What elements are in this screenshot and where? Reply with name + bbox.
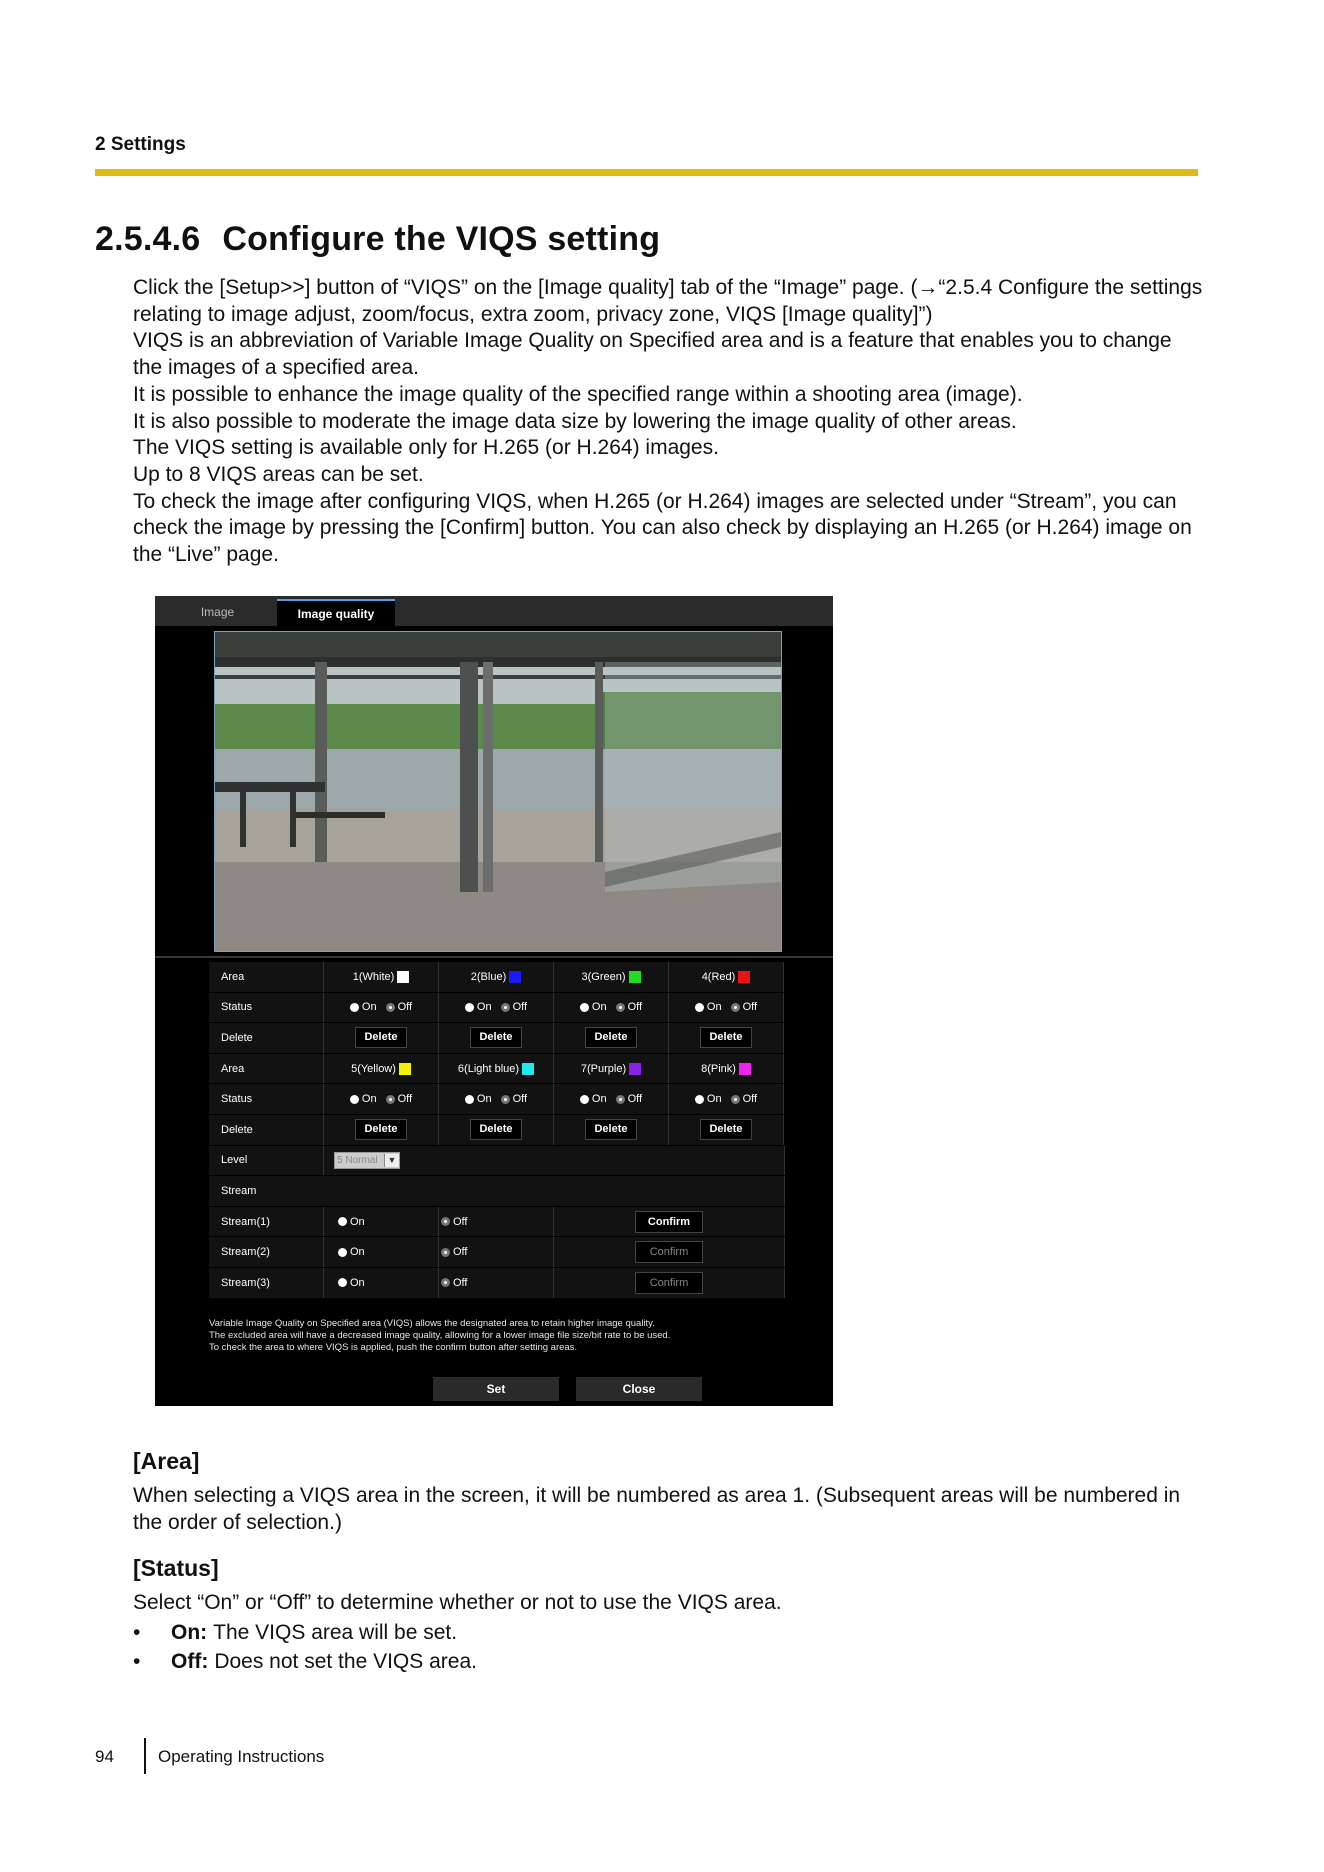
area-color-swatch [399,1063,411,1075]
radio-label: Off [742,1093,758,1106]
footer-divider [144,1738,146,1774]
status-cell [669,993,784,1023]
area-cell [324,1054,439,1084]
heading-title: Configure the VIQS setting [222,220,661,258]
status-text: Select “On” or “Off” to determine whether or not to use the VIQS area. [133,1591,782,1614]
row-label: Status [209,993,324,1023]
radio-label: On [350,1276,365,1289]
delete-area-button[interactable]: Delete [700,1027,752,1048]
confirm-button[interactable]: Confirm [635,1272,703,1294]
table-row [209,1146,785,1176]
radio-label: Off [512,1001,528,1014]
area-cell [554,1054,669,1084]
delete-cell [324,1023,439,1053]
area-color-swatch [738,971,750,983]
list-item [133,1618,477,1647]
status-cell [554,993,669,1023]
radio-label: Off [742,1001,758,1014]
area-name: 4(Red) [701,970,736,983]
intro-paragraph: It is possible to enhance the image quality of the specified range within a shooting area (image). [133,382,1023,406]
delete-cell [439,1023,554,1053]
delete-area-button[interactable]: Delete [585,1027,637,1048]
radio-label: Off [512,1093,528,1106]
area-color-swatch [629,1063,641,1075]
row-label: Delete [209,1023,324,1053]
stream-on-cell [324,1207,439,1237]
viqs-settings-screenshot [155,596,833,1406]
row-label: Level [209,1146,324,1176]
option-term: Off: [171,1650,209,1673]
stream-heading: Stream [209,1176,785,1206]
radio-label: Off [627,1093,643,1106]
note-line: The excluded area will have a decreased image quality, allowing for a lower image file size/bit rate to be used. [209,1330,671,1341]
area-name: 3(Green) [581,970,626,983]
area-color-swatch [629,971,641,983]
table-row [209,993,785,1023]
status-on-radio[interactable] [350,1003,359,1012]
area-cell [439,1054,554,1084]
table-row [209,1268,785,1298]
area-cell [439,962,554,992]
viqs-note [209,1318,809,1354]
row-label: Stream(3) [209,1268,324,1298]
stream-off-cell [439,1207,554,1237]
area-name: 6(Light blue) [457,1062,520,1075]
delete-cell [554,1023,669,1053]
radio-label: Off [397,1093,413,1106]
status-on-radio[interactable] [350,1095,359,1104]
tab-image-quality[interactable]: Image quality [277,599,395,628]
confirm-button[interactable]: Confirm [635,1211,703,1233]
row-label: Status [209,1084,324,1114]
status-cell [554,1084,669,1114]
option-desc: Does not set the VIQS area. [214,1650,477,1673]
section-header: 2 Settings [95,134,186,155]
level-cell [324,1146,785,1176]
viqs-settings-table [209,962,785,1299]
table-row [209,1237,785,1267]
status-on-radio[interactable] [465,1095,474,1104]
divider [155,956,833,958]
status-on-radio[interactable] [465,1003,474,1012]
intro-paragraph: The VIQS setting is available only for H.265 (or H.264) images. [133,436,719,460]
area-text: When selecting a VIQS area in the screen, it will be numbered as area 1. (Subsequent areas will be numbered in the order of selection.) [133,1484,1181,1534]
chevron-down-icon: ▼ [384,1154,399,1167]
stream-on-cell [324,1237,439,1267]
confirm-cell [554,1207,785,1237]
set-button[interactable]: Set [433,1377,559,1401]
status-description [133,1590,1208,1617]
radio-label: Off [453,1246,468,1259]
bullet-icon: • [133,1650,141,1673]
intro-text [133,275,1203,569]
table-row [209,1054,785,1084]
note-line: To check the area to where VIQS is applied, push the confirm button after setting areas. [209,1342,578,1353]
intro-paragraph: To check the image after configuring VIQS, when H.265 (or H.264) images are selected under “Stream”, you can check the image by pressing the [Confirm] button. You can also check by displaying an H.265 (or H.264) image on the “Live” page. [133,489,1192,567]
status-off-radio[interactable] [501,1095,510,1104]
close-button[interactable]: Close [576,1377,702,1401]
status-cell [439,993,554,1023]
table-row [209,1115,785,1145]
option-desc: The VIQS area will be set. [213,1621,458,1644]
page-heading [95,220,660,259]
radio-label: On [591,1001,607,1014]
area-description [133,1483,1208,1536]
status-cell [324,1084,439,1114]
list-item [133,1647,477,1676]
radio-label: On [476,1001,492,1014]
delete-area-button[interactable]: Delete [470,1027,522,1048]
area-cell [324,962,439,992]
delete-cell [669,1115,784,1145]
stream-off-radio[interactable] [441,1278,450,1287]
footer-title: Operating Instructions [158,1747,325,1766]
row-label: Area [209,962,324,992]
table-row [209,1176,785,1206]
area-cell [554,962,669,992]
area-name: 5(Yellow) [351,1062,396,1075]
stream-on-radio[interactable] [338,1278,347,1287]
radio-label: On [476,1093,492,1106]
status-off-radio[interactable] [731,1095,740,1104]
level-select[interactable] [334,1152,400,1169]
intro-paragraph: Up to 8 VIQS areas can be set. [133,462,424,486]
area-cell [669,962,784,992]
status-options-list [133,1618,477,1676]
level-value: 5 Normal [337,1154,378,1166]
header-rule [95,169,1198,176]
heading-number: 2.5.4.6 [95,220,201,258]
table-row [209,1023,785,1053]
radio-label: On [361,1001,377,1014]
table-row [209,1084,785,1114]
camera-scene-image [215,632,781,951]
page-number: 94 [95,1747,114,1766]
stream-off-cell [439,1237,554,1267]
delete-cell [669,1023,784,1053]
row-label: Stream(2) [209,1237,324,1267]
table-row [209,962,785,992]
area-color-swatch [739,1063,751,1075]
row-label: Area [209,1054,324,1084]
radio-label: On [591,1093,607,1106]
confirm-cell [554,1237,785,1267]
tab-bar [155,596,833,626]
status-on-radio[interactable] [580,1095,589,1104]
status-on-radio[interactable] [695,1003,704,1012]
radio-label: Off [397,1001,413,1014]
status-off-radio[interactable] [386,1095,395,1104]
camera-image[interactable] [214,631,782,952]
delete-cell [324,1115,439,1145]
delete-area-button[interactable]: Delete [355,1119,407,1140]
intro-paragraph: VIQS is an abbreviation of Variable Image Quality on Specified area and is a feature that enables you to change the images of a specified area. [133,329,1172,380]
area-color-swatch [397,971,409,983]
status-heading: [Status] [133,1555,219,1581]
radio-label: Off [453,1276,468,1289]
status-off-radio[interactable] [616,1003,625,1012]
area-color-swatch [509,971,521,983]
area-name: 1(White) [352,970,395,983]
delete-cell [439,1115,554,1145]
stream-on-cell [324,1268,439,1298]
stream-off-cell [439,1268,554,1298]
radio-label: Off [453,1215,468,1228]
radio-label: On [350,1246,365,1259]
status-on-radio[interactable] [695,1095,704,1104]
note-line: Variable Image Quality on Specified area (VIQS) allows the designated area to retain higher image quality. [209,1318,655,1329]
stream-off-radio[interactable] [441,1248,450,1257]
confirm-button[interactable]: Confirm [635,1241,703,1263]
status-cell [669,1084,784,1114]
radio-label: On [350,1215,365,1228]
status-cell [324,993,439,1023]
radio-label: Off [627,1001,643,1014]
table-row [209,1207,785,1237]
delete-area-button[interactable]: Delete [470,1119,522,1140]
radio-label: On [706,1093,722,1106]
stream-on-radio[interactable] [338,1248,347,1257]
area-name: 8(Pink) [701,1062,736,1075]
status-off-radio[interactable] [501,1003,510,1012]
delete-area-button[interactable]: Delete [355,1027,407,1048]
bullet-icon: • [133,1621,141,1644]
area-name: 2(Blue) [470,970,507,983]
delete-cell [554,1115,669,1145]
radio-label: On [361,1093,377,1106]
area-name: 7(Purple) [580,1062,627,1075]
stream-on-radio[interactable] [338,1217,347,1226]
row-label: Stream(1) [209,1207,324,1237]
tab-image[interactable]: Image [165,599,270,626]
intro-paragraph: It is also possible to moderate the image data size by lowering the image quality of other areas. [133,409,1017,433]
radio-label: On [706,1001,722,1014]
area-cell [669,1054,784,1084]
status-on-radio[interactable] [580,1003,589,1012]
status-off-radio[interactable] [731,1003,740,1012]
status-off-radio[interactable] [616,1095,625,1104]
intro-paragraph: Click the [Setup>>] button of “VIQS” on the [Image quality] tab of the “Image” page. (→“2.5.4 Configure the settings relating to image adjust, zoom/focus, extra zoom, privacy zone, VIQS [Image quality]”) [133,276,1203,326]
row-label: Delete [209,1115,324,1145]
area-color-swatch [522,1063,534,1075]
confirm-cell [554,1268,785,1298]
status-cell [439,1084,554,1114]
status-off-radio[interactable] [386,1003,395,1012]
delete-area-button[interactable]: Delete [585,1119,637,1140]
option-term: On: [171,1621,208,1644]
stream-off-radio[interactable] [441,1217,450,1226]
area-heading: [Area] [133,1448,200,1474]
delete-area-button[interactable]: Delete [700,1119,752,1140]
